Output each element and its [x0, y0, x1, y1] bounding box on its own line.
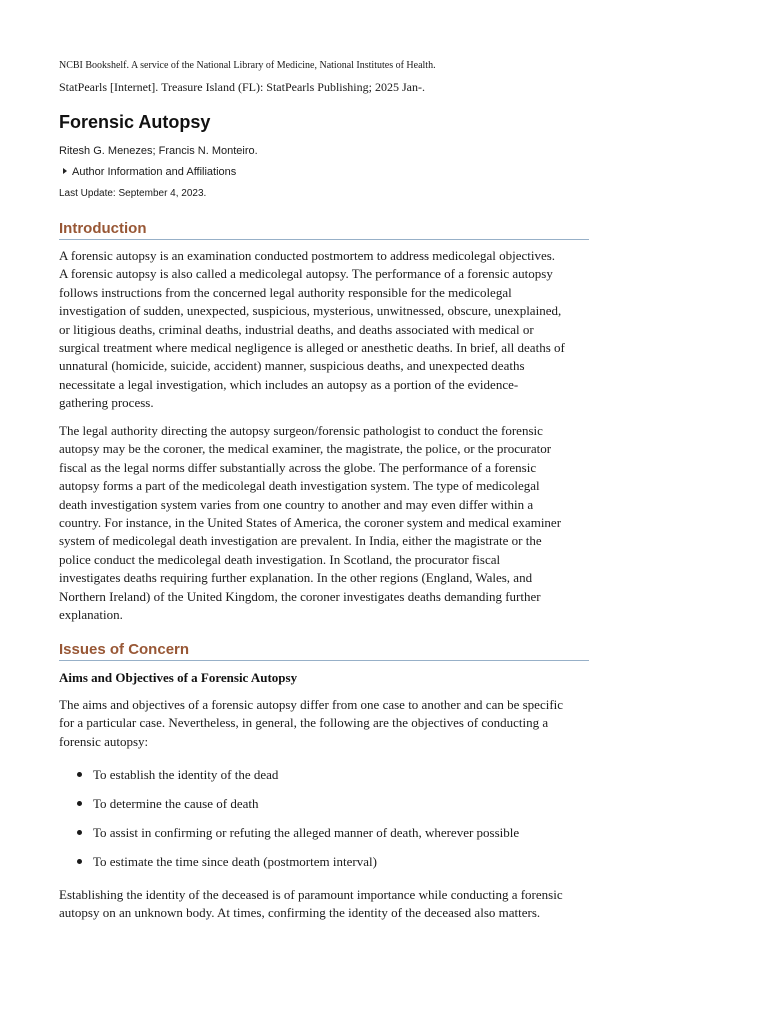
- text-line: autopsy forms a part of the medicolegal death investigation system. The type of medicolegal: [59, 478, 540, 494]
- text-line: death investigation system varies from one country to another and may even differ within a: [59, 496, 534, 512]
- text-line: A forensic autopsy is also called a medicolegal autopsy. The performance of a forensic autopsy: [59, 266, 553, 282]
- bullet-icon: [77, 801, 82, 806]
- text-line: The aims and objectives of a forensic autopsy differ from one case to another and can be specific: [59, 697, 564, 712]
- author-affiliations-label: Author Information and Affiliations: [72, 166, 237, 178]
- text-line: unnatural (homicide, suicide, accident) manner, suspicious deaths, and unexpected deaths: [59, 358, 525, 374]
- text-line: necessitate a legal investigation, which includes an autopsy as a portion of the evidence-: [59, 376, 519, 392]
- text-line: for a particular case. Nevertheless, in general, the following are the objectives of conducting a: [59, 715, 549, 731]
- intro-paragraph-1: [59, 247, 589, 413]
- author-affiliations-toggle[interactable]: [63, 165, 236, 179]
- text-line: investigation of sudden, unexpected, suspicious, mysterious, unwitnessed, obscure, unexplained,: [59, 303, 562, 319]
- bullet-icon: [77, 830, 82, 835]
- text-line: Establishing the identity of the deceased is of paramount importance while conducting a forensic: [59, 887, 563, 902]
- list-item-text: To estimate the time since death (postmortem interval): [93, 854, 377, 869]
- text-line: investigates deaths requiring further explanation. In the other regions (England, Wales, and: [59, 570, 533, 586]
- text-line: explanation.: [59, 607, 123, 623]
- text-line: fiscal as the legal norms differ substantially across the globe. The performance of a forensic: [59, 459, 537, 475]
- identity-paragraph: [59, 886, 589, 923]
- text-line: autopsy may be the coroner, the medical examiner, the magistrate, the police, or the procurator: [59, 441, 552, 457]
- text-line: surgical treatment where medical negligence is alleged or anesthetic deaths. In brief, all deaths of: [59, 340, 565, 356]
- subsection-heading-aims: Aims and Objectives of a Forensic Autopsy: [59, 670, 298, 685]
- article-authors: Ritesh G. Menezes; Francis N. Monteiro.: [59, 145, 258, 157]
- bullet-icon: [77, 859, 82, 864]
- text-line: police conduct the medicolegal death investigation. In Scotland, the procurator fiscal: [59, 551, 501, 567]
- text-line: The legal authority directing the autopsy surgeon/forensic pathologist to conduct the forensic: [59, 423, 543, 438]
- last-update-date: Last Update: September 4, 2023.: [59, 188, 207, 199]
- list-item: [59, 765, 589, 794]
- text-line: Northern Ireland) of the United Kingdom, the coroner investigates deaths demanding further: [59, 588, 541, 604]
- text-line: system of medicolegal death investigation are prevalent. In India, either the magistrate or the: [59, 533, 542, 549]
- article-title: Forensic Autopsy: [59, 112, 211, 132]
- section-heading-introduction: Introduction: [59, 220, 589, 240]
- disclosure-triangle-icon: [63, 168, 67, 174]
- text-line: or litigious deaths, criminal deaths, industrial deaths, and deaths associated with medical or: [59, 321, 534, 337]
- list-item-text: To assist in confirming or refuting the alleged manner of death, wherever possible: [93, 825, 520, 840]
- list-item-text: To determine the cause of death: [93, 796, 259, 811]
- book-citation: StatPearls [Internet]. Treasure Island (FL): StatPearls Publishing; 2025 Jan-.: [59, 80, 425, 94]
- text-line: forensic autopsy:: [59, 733, 149, 749]
- text-line: country. For instance, in the United States of America, the coroner system and medical examiner: [59, 515, 562, 531]
- list-item: [59, 852, 589, 881]
- text-line: follows instructions from the concerned legal authority responsible for the medicolegal: [59, 284, 512, 300]
- intro-paragraph-2: [59, 422, 589, 624]
- bullet-icon: [77, 772, 82, 777]
- list-item: [59, 823, 589, 852]
- list-item: [59, 794, 589, 823]
- objectives-list: [59, 765, 589, 881]
- text-line: A forensic autopsy is an examination conducted postmortem to address medicolegal objectives.: [59, 248, 556, 263]
- list-item-text: To establish the identity of the dead: [93, 767, 279, 782]
- text-line: gathering process.: [59, 395, 154, 411]
- bookshelf-masthead: NCBI Bookshelf. A service of the National Library of Medicine, National Institutes of Health.: [59, 60, 436, 71]
- section-heading-issues-of-concern: Issues of Concern: [59, 641, 589, 661]
- text-line: autopsy on an unknown body. At times, confirming the identity of the deceased also matters.: [59, 905, 541, 921]
- aims-intro-paragraph: [59, 696, 589, 751]
